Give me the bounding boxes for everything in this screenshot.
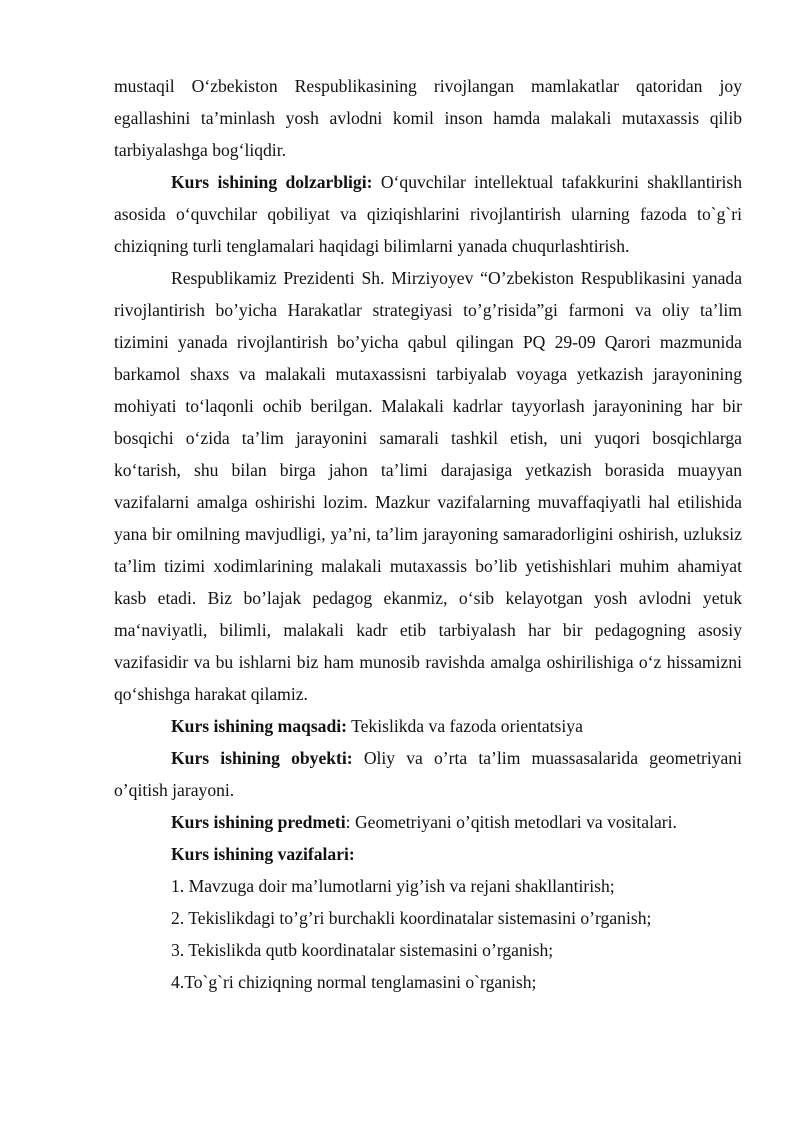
object-label: Kurs ishining obyekti: bbox=[171, 748, 353, 768]
paragraph-intro: mustaqil O‘zbekiston Respublikasining rivojlangan mamlakatlar qatoridan joy egallashini ta’minlash yosh avlodni komil inson hamda malakali mutaxassis qilib tarbiyalashga bog‘liqdir. bbox=[114, 76, 742, 160]
subject-label: Kurs ishining predmeti bbox=[171, 812, 346, 832]
document-page bbox=[114, 70, 742, 998]
task-item-4: 4.To`g`ri chiziqning normal tenglamasini o`rganish; bbox=[171, 972, 537, 992]
paragraph-relevance bbox=[114, 166, 742, 262]
goal-label: Kurs ishining maqsadi: bbox=[171, 716, 347, 736]
paragraph-object bbox=[114, 742, 742, 806]
task-item-2: 2. Tekislikdagi to’g’ri burchakli koordinatalar sistemasini o’rganish; bbox=[171, 908, 652, 928]
paragraph-president-decree: Respublikamiz Prezidenti Sh. Mirziyoyev “O’zbekiston Respublikasini yanada rivojlantirish bo’yicha Harakatlar strategiyasi to’g’risida”gi farmoni va oliy ta’lim tizimini yanada rivojlantirish bo’yicha qabul qilingan PQ 29-09 Qarori mazmunida barkamol shaxs va malakali mutaxassisni tarbiyalab voyaga yetkazish jarayonining mohiyati to‘laqonli ochib berilgan. Malakali kadrlar tayyorlash jarayonining har bir bosqichi o‘zida ta’lim jarayonini samarali tashkil etish, uni yuqori bosqichlarga ko‘tarish, shu bilan birga jahon ta’limi darajasiga yetkazish borasida muayyan vazifalarni amalga oshirishi lozim. Mazkur vazifalarning muvaffaqiyatli hal etilishida yana bir omilning mavjudligi, ya’ni, ta’lim jarayoning samaradorligini oshirish, uzluksiz ta’lim tizimi xodimlarining malakali mutaxassis bo’lib yetishishlari muhim ahamiyat kasb etadi. Biz bo’lajak pedagog ekanmiz, o‘sib kelayotgan yosh avlodni yetuk ma‘naviyatli, bilimli, malakali kadr etib tarbiyalash har bir pedagogning asosiy vazifasidir va bu ishlarni biz ham munosib ravishda amalga oshirilishiga o‘z hissamizni qo‘shishga harakat qilamiz. bbox=[114, 268, 742, 704]
object-text: Oliy va o’rta ta’lim muassasalarida geometriyani o’qitish jarayoni. bbox=[114, 748, 742, 800]
paragraph-subject bbox=[114, 806, 742, 838]
task-item-1: 1. Mavzuga doir ma’lumotlarni yig’ish va rejani shakllantirish; bbox=[171, 876, 615, 896]
subject-text: : Geometriyani o’qitish metodlari va vositalari. bbox=[345, 812, 677, 832]
tasks-label: Kurs ishining vazifalari: bbox=[171, 844, 355, 864]
relevance-label: Kurs ishining dolzarbligi: bbox=[171, 172, 373, 192]
paragraph-goal bbox=[114, 710, 742, 742]
task-item-3: 3. Tekislikda qutb koordinatalar sistemasini o’rganish; bbox=[171, 940, 554, 960]
paragraph-tasks-heading bbox=[114, 838, 742, 870]
relevance-text: O‘quvchilar intellektual tafakkurini shakllantirish asosida o‘quvchilar qobiliyat va qiziqishlarini rivojlantirish ularning fazoda to`g`ri chiziqning turli tenglamalari haqidagi bilimlarni yanada chuqurlashtirish. bbox=[114, 172, 743, 256]
goal-text: Tekislikda va fazoda orientatsiya bbox=[347, 716, 583, 736]
